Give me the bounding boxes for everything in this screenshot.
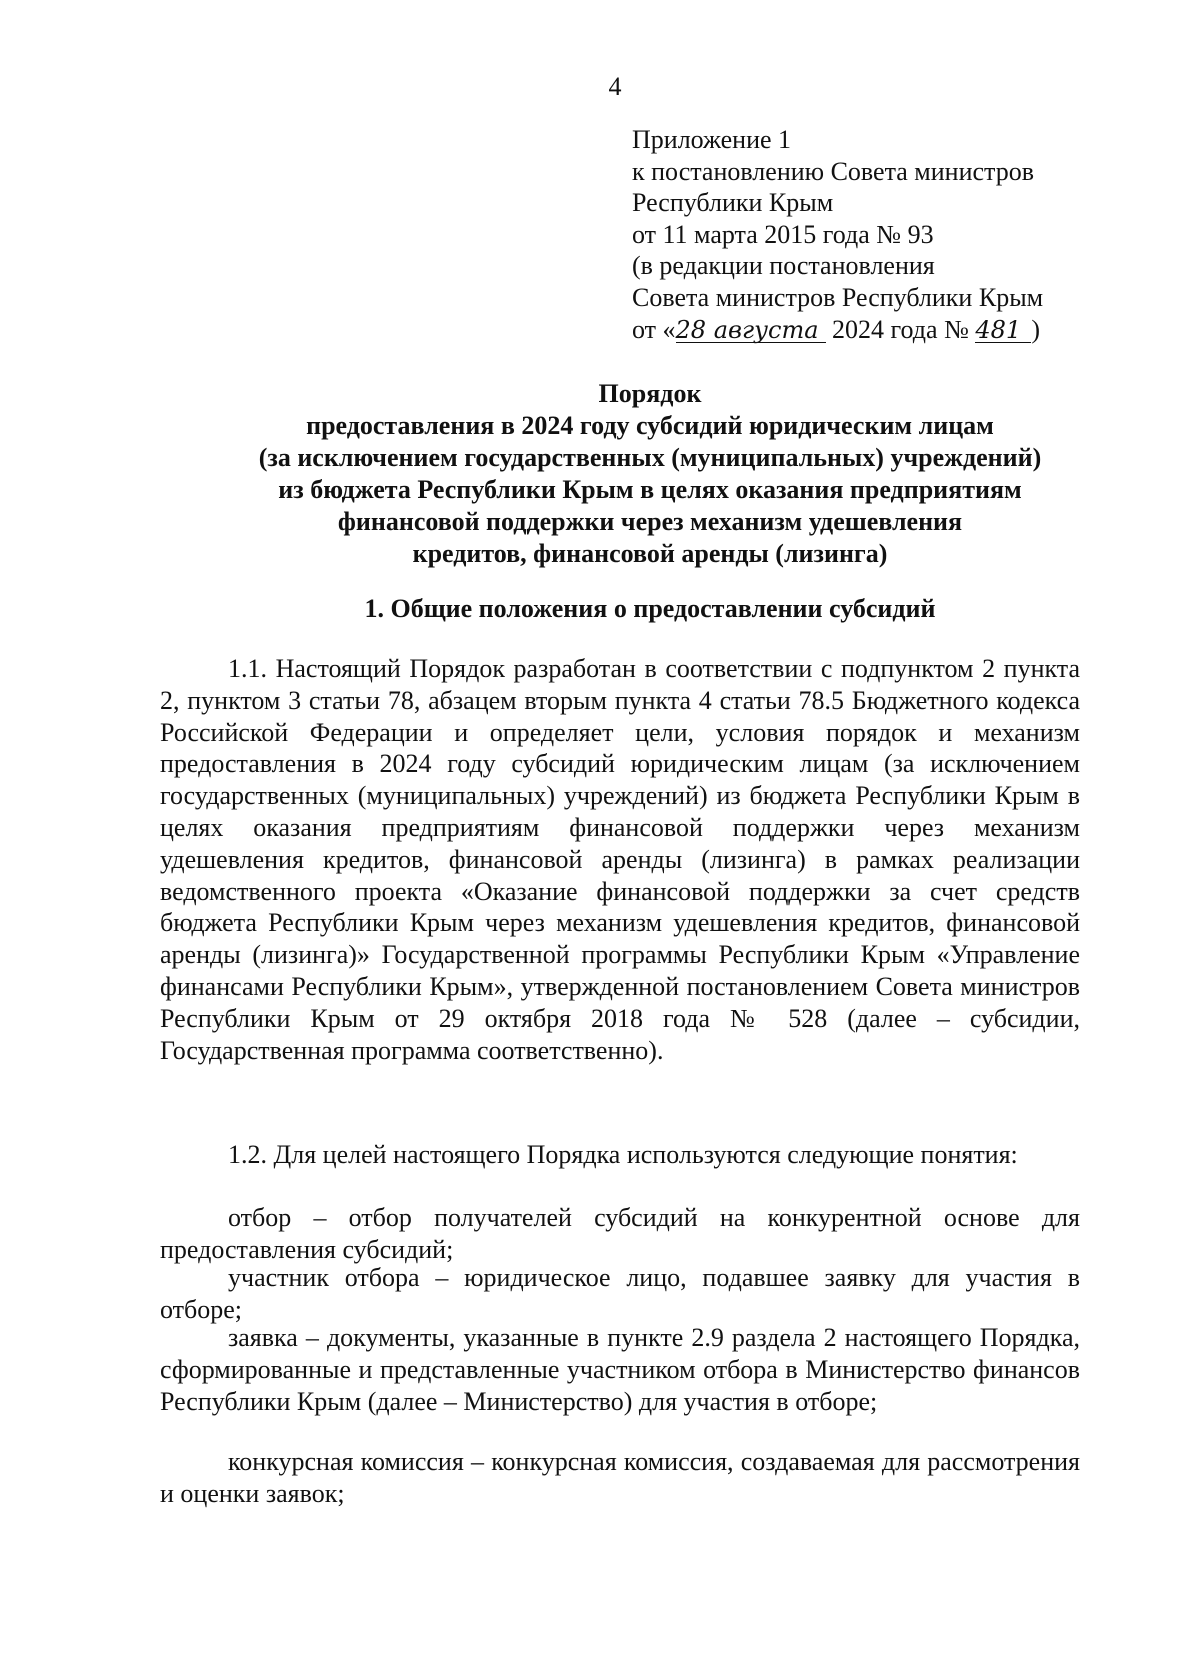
title-line: предоставления в 2024 году субсидий юридическим лицам	[306, 411, 994, 440]
appendix-date-suffix: )	[1031, 314, 1041, 344]
appendix-date-line	[632, 314, 1192, 346]
definition-item: участник отбора – юридическое лицо, подавшее заявку для участия в отборе;	[160, 1263, 1080, 1324]
appendix-date-middle: 2024 года №	[825, 314, 976, 344]
definition-item: отбор – отбор получателей субсидий на конкурентной основе для предоставления субсидий;	[160, 1203, 1080, 1264]
paragraph-1-2: 1.2. Для целей настоящего Порядка используются следующие понятия:	[228, 1140, 1018, 1169]
appendix-date-prefix: от «	[632, 314, 676, 344]
appendix-block	[632, 124, 1192, 345]
appendix-line: от 11 марта 2015 года № 93	[632, 219, 934, 249]
title-line: из бюджета Республики Крым в целях оказания предприятиям	[278, 475, 1022, 504]
appendix-line: Приложение 1	[632, 125, 792, 154]
title-line: финансовой поддержки через механизм удешевления	[337, 507, 963, 536]
appendix-line: Республики Крым	[632, 188, 834, 218]
page-number: 4	[608, 72, 622, 101]
title-line: (за исключением государственных (муниципальных) учреждений)	[258, 443, 1042, 472]
paragraph-1-1: 1.1. Настоящий Порядок разработан в соответствии с подпунктом 2 пункта 2, пунктом 3 статьи 78, абзацем вторым пункта 4 статьи 78.5 Бюджетного кодекса Российской Федерации и определяет цели, условия порядок и механизм предоставления в 2024 году субсидий юридическим лицам (за исключением государственных (муниципальных) учреждений) из бюджета Республики Крым в целях оказания предприятиям финансовой поддержки через механизм удешевления кредитов, финансовой аренды (лизинга) в рамках реализации ведомственного проекта «Оказание финансовой поддержки за счет средств бюджета Республики Крым через механизм удешевления кредитов, финансовой аренды (лизинга)» Государственной программы Республики Крым «Управление финансами Республики Крым», утвержденной постановлением Совета министров Республики Крым от 29 октября 2018 года № 528 (далее – субсидии, Государственная программа соответственно).	[160, 654, 1080, 1065]
handwritten-number: 481	[975, 318, 1031, 343]
appendix-line: к постановлению Совета министров	[632, 156, 1034, 186]
section-heading: 1. Общие положения о предоставлении субсидий	[364, 594, 936, 623]
appendix-line: Совета министров Республики Крым	[632, 282, 1044, 312]
title-line: Порядок	[598, 379, 702, 408]
definition-item: заявка – документы, указанные в пункте 2.9 раздела 2 настоящего Порядка, сформированные и представленные участником отбора в Министерство финансов Республики Крым (далее – Министерство) для участия в отборе;	[160, 1323, 1080, 1416]
document-title	[160, 378, 1140, 570]
title-line: кредитов, финансовой аренды (лизинга)	[412, 539, 888, 568]
definition-item: конкурсная комиссия – конкурсная комиссия, создаваемая для рассмотрения и оценки заявок;	[160, 1447, 1080, 1508]
handwritten-date: 28 августа	[676, 318, 826, 343]
appendix-line: (в редакции постановления	[632, 251, 935, 281]
